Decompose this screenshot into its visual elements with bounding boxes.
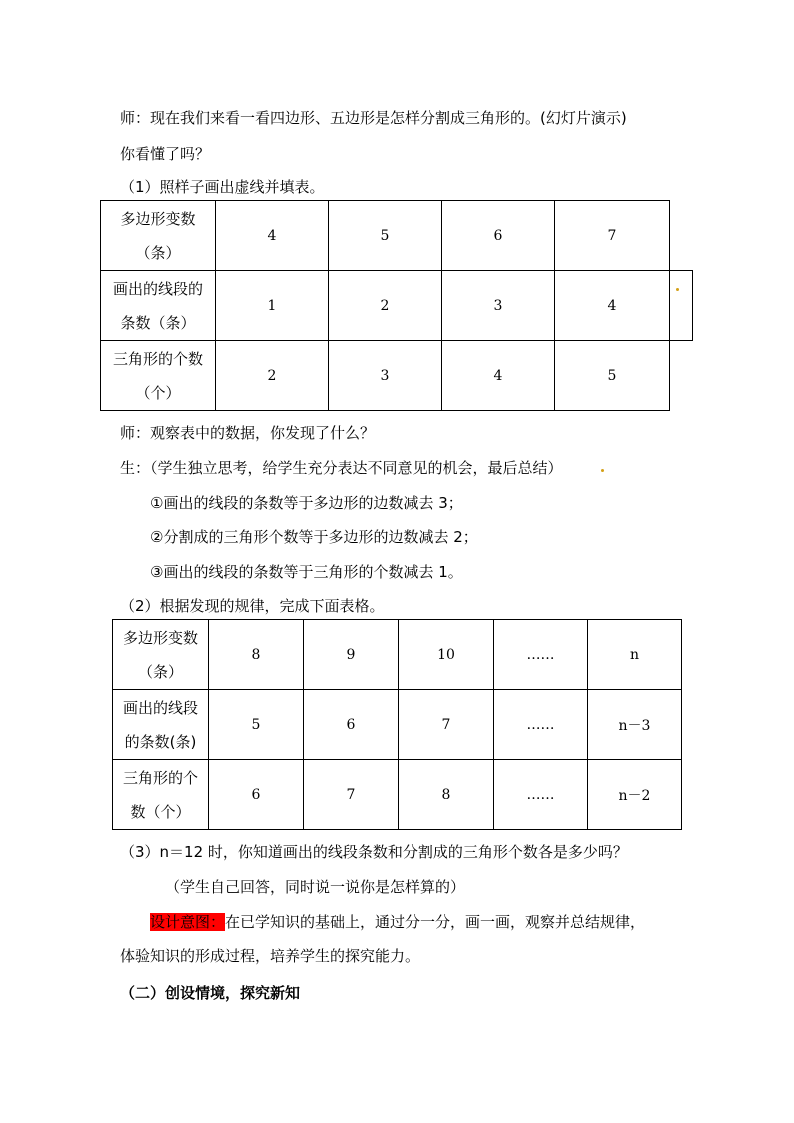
table-cell: 5 <box>555 341 670 411</box>
row-header: 画出的线段 的条数(条) <box>113 690 209 760</box>
table-row <box>101 201 670 271</box>
table-row <box>101 271 670 341</box>
paragraph-design-continued: 体验知识的形成过程，培养学生的探究能力。 <box>120 947 421 965</box>
row-header: 三角形的个 数（个） <box>113 760 209 830</box>
table-cell: …… <box>494 690 588 760</box>
table-row <box>101 341 670 411</box>
table-cell: 7 <box>304 760 399 830</box>
row-header: 多边形变数 （条） <box>113 620 209 690</box>
row-header: 三角形的个数 （个） <box>101 341 216 411</box>
design-intent-text: 在已学知识的基础上，通过分一分，画一画，观察并总结规律， <box>225 913 646 931</box>
table-cell: 5 <box>329 201 442 271</box>
table-cell: 6 <box>304 690 399 760</box>
table-row <box>113 760 682 830</box>
row-header: 多边形变数 （条） <box>101 201 216 271</box>
paragraph-teacher-observe: 师：观察表中的数据，你发现了什么？ <box>120 424 376 442</box>
paragraph-design-intent <box>150 912 645 932</box>
table-cell: 7 <box>555 201 670 271</box>
table-cell: 8 <box>209 620 304 690</box>
table-cell: 2 <box>329 271 442 341</box>
paragraph-task-2: （2）根据发现的规律，完成下面表格。 <box>120 597 385 615</box>
table-cell: 7 <box>399 690 494 760</box>
paragraph-student-answer: （学生自己回答，同时说一说你是怎样算的） <box>165 878 466 896</box>
table-cell: 3 <box>442 271 555 341</box>
table-cell: 4 <box>442 341 555 411</box>
table-rule-application <box>112 619 682 830</box>
table-cell: 4 <box>216 201 329 271</box>
table-cell: 1 <box>216 271 329 341</box>
table-cell: n－3 <box>588 690 682 760</box>
paragraph-task-1: （1）照样子画出虚线并填表。 <box>120 178 325 196</box>
table-cell: n－2 <box>588 760 682 830</box>
table-polygon-division <box>100 200 670 411</box>
table-cell: …… <box>494 760 588 830</box>
table-row <box>113 620 682 690</box>
section-heading: （二）创设情境，探究新知 <box>120 984 301 1002</box>
paragraph-task-3: （3）n＝12 时，你知道画出的线段条数和分割成的三角形个数各是多少吗？ <box>120 843 628 861</box>
table-cell: …… <box>494 620 588 690</box>
marker-dot <box>676 288 679 291</box>
table-cell: 6 <box>442 201 555 271</box>
table-cell: 10 <box>399 620 494 690</box>
table-row <box>113 690 682 760</box>
table-cell: 6 <box>209 760 304 830</box>
table-cell: 4 <box>555 271 670 341</box>
marker-dot <box>601 469 604 472</box>
paragraph-student: 生：（学生独立思考，给学生充分表达不同意见的机会，最后总结） <box>120 459 563 477</box>
paragraph-rule-3: ③画出的线段的条数等于三角形的个数减去 1。 <box>150 563 463 581</box>
paragraph-teacher-intro: 师：现在我们来看一看四边形、五边形是怎样分割成三角形的。(幻灯片演示) <box>120 109 627 127</box>
table-cell: 2 <box>216 341 329 411</box>
design-intent-label: 设计意图： <box>150 913 226 931</box>
table-cell: n <box>588 620 682 690</box>
paragraph-rule-1: ①画出的线段的条数等于多边形的边数减去 3； <box>150 494 463 512</box>
row-header: 画出的线段的 条数（条） <box>101 271 216 341</box>
table-cell: 9 <box>304 620 399 690</box>
table-cell: 8 <box>399 760 494 830</box>
paragraph-question: 你看懂了吗？ <box>120 145 211 163</box>
paragraph-rule-2: ②分割成的三角形个数等于多边形的边数减去 2； <box>150 528 478 546</box>
table-side-extension <box>669 270 693 341</box>
table-cell: 3 <box>329 341 442 411</box>
table-cell: 5 <box>209 690 304 760</box>
